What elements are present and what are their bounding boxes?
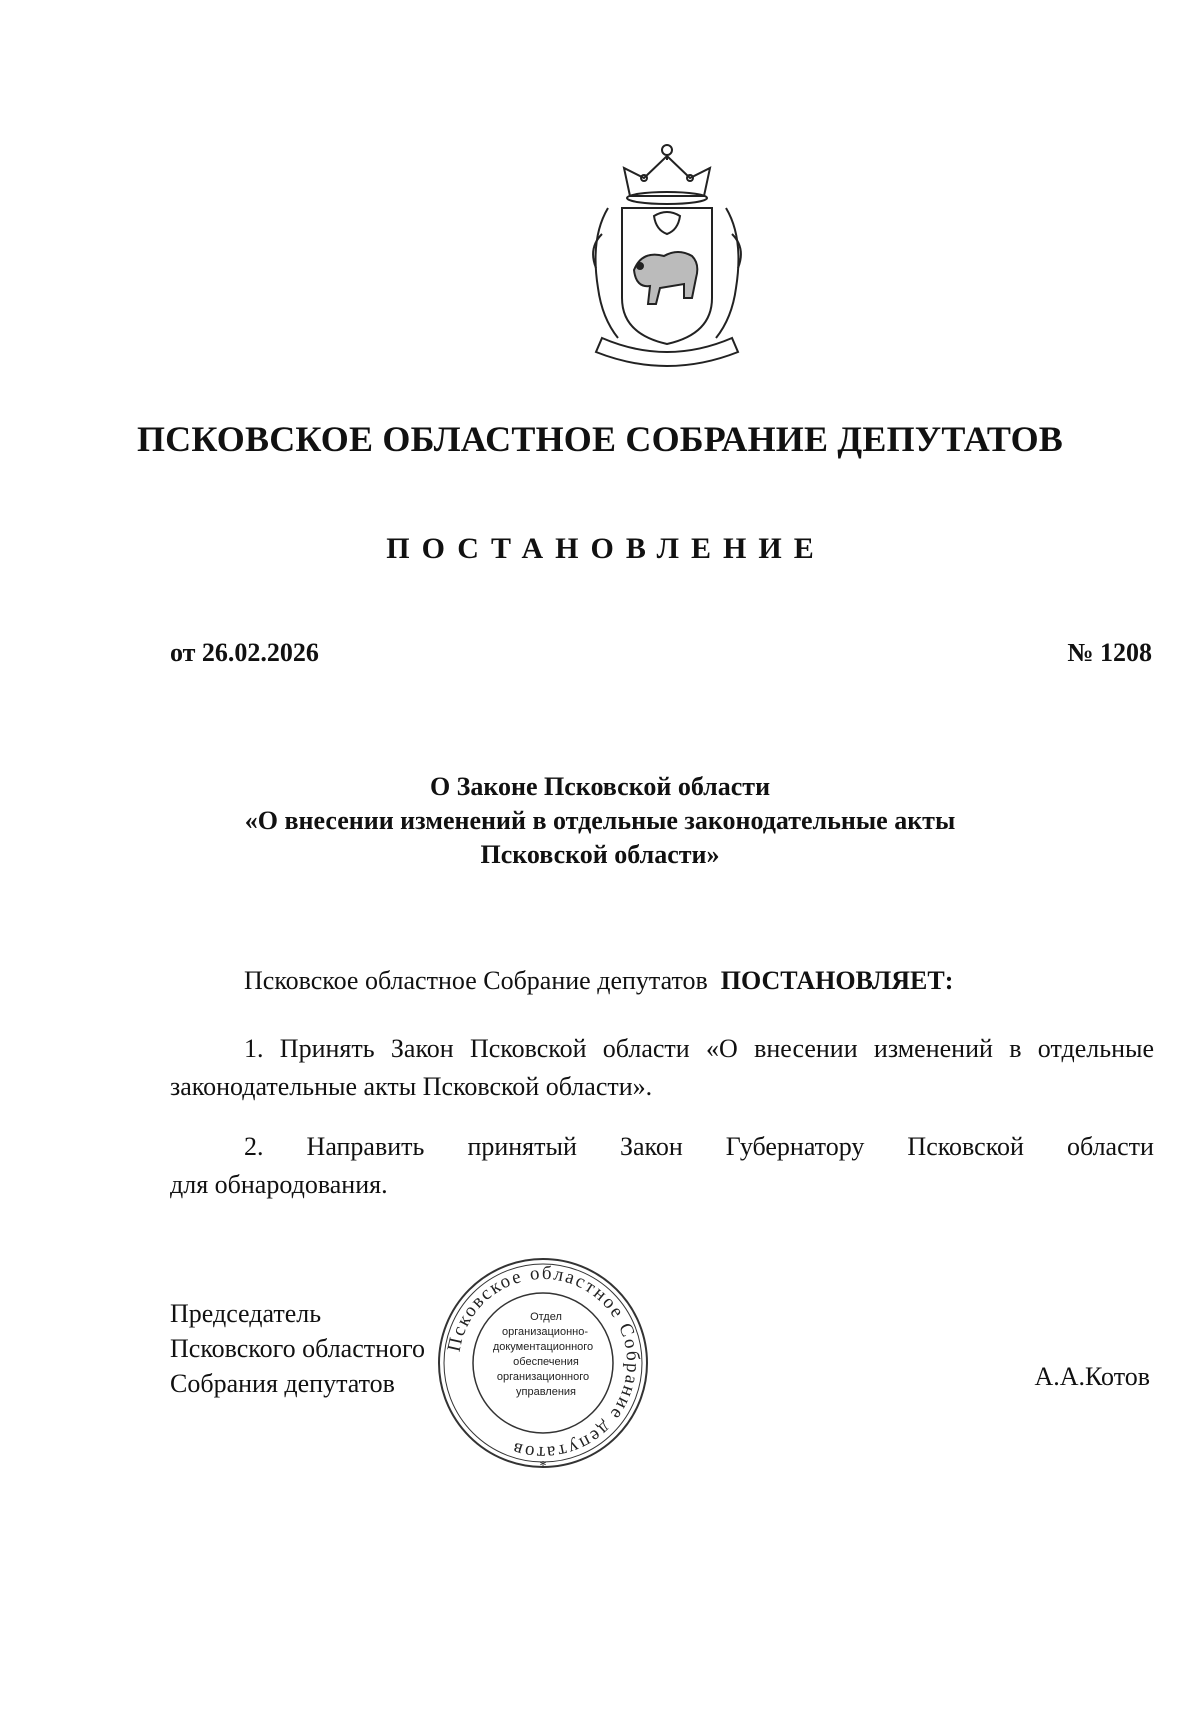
subject-line: О Законе Псковской области — [429, 772, 771, 801]
item-2-second-line: для обнародования. — [170, 1170, 388, 1199]
signer-title-line: Председатель — [170, 1299, 322, 1328]
seal-center-line: организационного — [496, 1371, 590, 1383]
subject-line: Псковской области» — [480, 840, 720, 869]
seal-center-line: обеспечения — [513, 1356, 579, 1368]
preamble-verb: ПОСТАНОВЛЯЕТ: — [720, 966, 954, 995]
item-2-word: Направить — [306, 1132, 425, 1161]
seal-center-line: организационно- — [502, 1326, 588, 1338]
signer-title-line: Собрания депутатов — [170, 1369, 395, 1398]
item-2-first-line — [170, 1128, 1154, 1166]
resolution-item-2 — [170, 1128, 1154, 1204]
item-2-word: 2. — [244, 1132, 264, 1161]
seal-center-line: документационного — [492, 1341, 594, 1353]
organization-title: ПСКОВСКОЕ ОБЛАСТНОЕ СОБРАНИЕ ДЕПУТАТОВ — [136, 419, 1063, 459]
seal-icon — [436, 1256, 650, 1470]
resolution-item-1 — [170, 1030, 1154, 1106]
seal-center-line: Отдел — [530, 1311, 562, 1323]
item-1-text: 1. Принять Закон Псковской области «О внесении изменений в отдельные законодательные акты Псковской области». — [170, 1034, 1154, 1101]
preamble-text: Псковское областное Собрание депутатов — [244, 966, 708, 995]
official-seal — [436, 1256, 650, 1470]
item-2-word: принятый — [467, 1132, 577, 1161]
item-2-word: Закон — [619, 1132, 683, 1161]
seal-ring-text: Псковское областное Собрание депутатов — [443, 1262, 644, 1464]
svg-text:*: * — [539, 1459, 547, 1470]
item-2-word: области — [1067, 1132, 1154, 1161]
document-number: № 1208 — [1067, 638, 1152, 667]
signer-name: А.А.Котов — [1034, 1362, 1150, 1391]
item-2-word: Псковской — [907, 1132, 1024, 1161]
document-type: ПОСТАНОВЛЕНИЕ — [386, 532, 826, 565]
document-date: от 26.02.2026 — [170, 638, 319, 667]
item-2-word: Губернатору — [725, 1132, 865, 1161]
preamble — [244, 966, 953, 996]
coat-of-arms-icon — [568, 138, 766, 378]
document-subject — [0, 770, 1200, 872]
subject-line: «О внесении изменений в отдельные законодательные акты — [244, 806, 956, 835]
signer-title-line: Псковского областного — [170, 1334, 426, 1363]
signer-title — [170, 1296, 425, 1401]
seal-center-line: управления — [516, 1386, 576, 1398]
coat-of-arms-emblem — [568, 138, 766, 378]
